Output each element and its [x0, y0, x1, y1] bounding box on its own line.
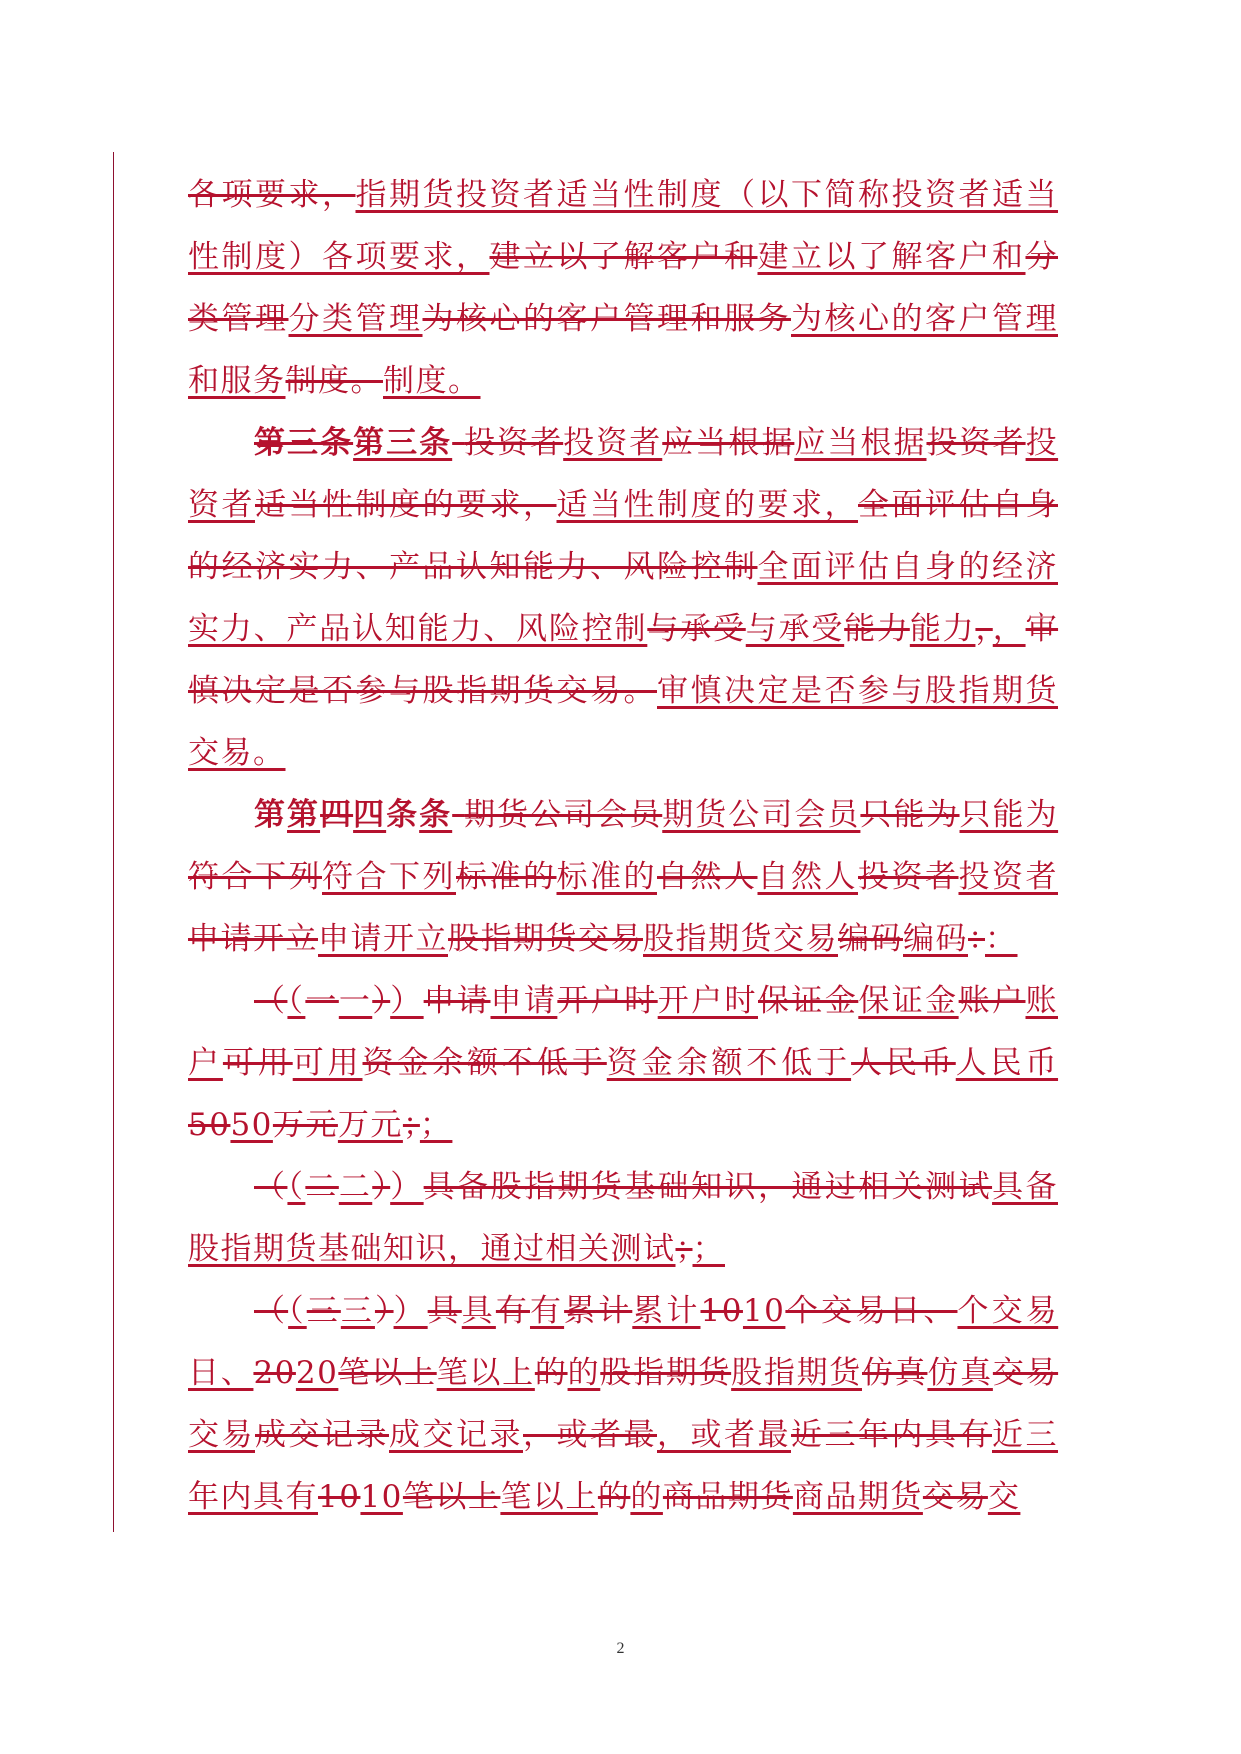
deleted-text: 二 — [305, 1169, 339, 1205]
deleted-text: 的 — [534, 1355, 568, 1391]
deleted-text — [452, 797, 464, 833]
paragraph — [188, 164, 1058, 412]
deleted-text: 申请开立 — [188, 921, 318, 957]
inserted-text: 50 — [230, 1107, 273, 1143]
paragraph — [188, 1156, 1058, 1280]
deleted-text: ，或者最 — [523, 1417, 657, 1453]
inserted-text: ） — [390, 983, 424, 1019]
deleted-text: 人民币 — [851, 1045, 956, 1081]
inserted-text: 申请开立 — [318, 921, 448, 957]
inserted-text: 的 — [630, 1479, 663, 1515]
inserted-text: 制度。 — [383, 363, 481, 399]
inserted-text: 具 — [461, 1293, 496, 1329]
inserted-text: 分类管理 — [288, 301, 423, 337]
inserted-text: 三 — [340, 1293, 375, 1329]
deleted-text: 账户 — [958, 983, 1026, 1019]
inserted-text: 适当性制度的要求， — [556, 487, 858, 523]
deleted-text: 具备股指期货基础知识，通过相关测试 — [423, 1169, 993, 1205]
inserted-text: 笔以上 — [436, 1355, 535, 1391]
deleted-text: 笔以上 — [338, 1355, 437, 1391]
deleted-text: 50 — [188, 1107, 231, 1143]
inserted-text: 个交易日、 — [188, 1293, 1059, 1391]
deleted-text: ； — [402, 1107, 420, 1143]
deleted-text: 保证金 — [758, 983, 859, 1019]
deleted-text: 股指期货交易 — [448, 921, 643, 957]
inserted-text: 建立以了解客户和 — [757, 239, 1026, 275]
inserted-text: 二 — [338, 1169, 373, 1205]
inserted-text: 有 — [529, 1293, 565, 1329]
inserted-text: 四 — [353, 797, 387, 833]
inserted-text: 10 — [742, 1293, 786, 1329]
page-number: 2 — [616, 1640, 625, 1657]
deleted-text: 投资者 — [464, 425, 564, 461]
deleted-text: 建立以了解客户和 — [489, 239, 758, 275]
deleted-text: 仿真 — [862, 1355, 928, 1391]
deleted-text: 投资者 — [926, 425, 1026, 461]
deleted-text: 20 — [253, 1355, 296, 1391]
deleted-text: 适当性制度的要求， — [255, 487, 557, 523]
deleted-text: ） — [374, 1293, 394, 1329]
deleted-text: 自然人 — [657, 859, 758, 895]
inserted-text: 的 — [567, 1355, 601, 1391]
deleted-text: 开户时 — [557, 983, 658, 1019]
deleted-text: 商品期货 — [662, 1479, 793, 1515]
inserted-text: 编码 — [903, 921, 968, 957]
inserted-text: 投资者 — [958, 859, 1058, 895]
inserted-text: （ — [287, 1169, 306, 1205]
deleted-text: 标准的 — [456, 859, 557, 895]
inserted-text: 全面评估自身的经济实力、产品认知能力、风险控制 — [188, 549, 1058, 647]
inserted-text: ， — [992, 611, 1026, 647]
deleted-text: 应当根据 — [662, 425, 795, 461]
deleted-text: 分类管理 — [188, 239, 1058, 337]
inserted-text: （ — [287, 983, 306, 1019]
inserted-text: 审慎决定是否参与股指期货交易。 — [188, 673, 1058, 771]
inserted-text: ） — [393, 1293, 428, 1329]
inserted-text: 人民币 — [955, 1045, 1059, 1081]
deleted-text: 累计 — [564, 1293, 633, 1329]
deleted-text: ） — [372, 1169, 391, 1205]
inserted-text: 一 — [338, 983, 373, 1019]
paragraph — [188, 970, 1058, 1156]
deleted-text: 10 — [318, 1479, 361, 1515]
deleted-text: 笔以上 — [402, 1479, 501, 1515]
deleted-text: 具 — [427, 1293, 462, 1329]
paragraph — [188, 784, 1058, 970]
document-body — [188, 164, 1058, 1528]
deleted-text: 能力 — [844, 611, 910, 647]
deleted-text: 制度。 — [285, 363, 383, 399]
inserted-text: 万元 — [337, 1107, 403, 1143]
deleted-text: （ — [254, 1293, 289, 1329]
deleted-text: 投资者 — [858, 859, 959, 895]
deleted-text: 个交易日、 — [785, 1293, 958, 1329]
inserted-text: 开户时 — [657, 983, 758, 1019]
deleted-text: 全面评估自身的经济实力、产品认知能力、风险控制 — [188, 487, 1058, 585]
deleted-text: 一 — [305, 983, 339, 1019]
deleted-text: 与承受 — [647, 611, 746, 647]
inserted-text: ； — [419, 1107, 453, 1143]
inserted-text: ） — [390, 1169, 424, 1205]
inserted-text: 具备股指期货基础知识，通过相关测试 — [188, 1169, 1058, 1267]
deleted-text: 有 — [495, 1293, 530, 1329]
inserted-text: ： — [985, 921, 1018, 957]
inserted-text: 条 — [419, 797, 453, 833]
deleted-text: 的 — [597, 1479, 631, 1515]
deleted-text: 审慎决定是否参与股指期货交易。 — [188, 611, 1059, 709]
inserted-text: 商品期货 — [792, 1479, 923, 1515]
inserted-text: 保证金 — [858, 983, 959, 1019]
inserted-text: 标准的 — [556, 859, 657, 895]
inserted-text: 能力 — [909, 611, 976, 647]
inserted-text: 与承受 — [745, 611, 845, 647]
inserted-text: 第三条 — [353, 425, 453, 461]
deleted-text: 为核心的客户管理和服务 — [422, 301, 791, 337]
deleted-text: 申请 — [423, 983, 491, 1019]
deleted-text: ； — [675, 1231, 693, 1267]
deleted-text: 各项要求， — [188, 177, 356, 213]
deleted-text: 近三年内具有 — [791, 1417, 992, 1453]
inserted-text: 指期货投资者适当性制度（以下简称投资者适当性制度）各项要求， — [188, 177, 1058, 275]
inserted-text: ，或者最 — [657, 1417, 791, 1453]
deleted-text: 只能为 — [860, 797, 960, 833]
inserted-text: 只能为 — [959, 797, 1059, 833]
inserted-text: ； — [692, 1231, 725, 1267]
inserted-text: 股指期货交易 — [643, 921, 838, 957]
deleted-text: 期货公司会员 — [464, 797, 663, 833]
text-run: 第 — [254, 797, 288, 833]
deleted-text: 可用 — [222, 1045, 293, 1081]
inserted-text: 期货公司会员 — [662, 797, 861, 833]
revision-change-bar — [113, 152, 114, 1532]
inserted-text: 自然人 — [757, 859, 858, 895]
deleted-text: ， — [975, 611, 993, 647]
inserted-text: 账户 — [188, 983, 1058, 1081]
deleted-text: 万元 — [272, 1107, 338, 1143]
inserted-text: 笔以上 — [500, 1479, 598, 1515]
deleted-text: 编码 — [838, 921, 903, 957]
deleted-text: （ — [254, 983, 288, 1019]
deleted-text — [452, 425, 464, 461]
deleted-text: ） — [372, 983, 391, 1019]
inserted-text: 交易 — [188, 1417, 255, 1453]
deleted-text: 三 — [306, 1293, 341, 1329]
inserted-text: 投资者 — [563, 425, 663, 461]
text-run: 条 — [386, 797, 420, 833]
deleted-text: ： — [968, 921, 985, 957]
inserted-text: 股指期货 — [731, 1355, 862, 1391]
deleted-text: 第三条 — [254, 425, 354, 461]
inserted-text: 仿真 — [927, 1355, 993, 1391]
inserted-text: 10 — [360, 1479, 403, 1515]
deleted-text: 四 — [320, 797, 354, 833]
inserted-text: 交 — [987, 1479, 1021, 1515]
deleted-text: （ — [254, 1169, 288, 1205]
paragraph — [188, 1280, 1058, 1528]
deleted-text: 交易 — [992, 1355, 1059, 1391]
inserted-text: 第 — [287, 797, 321, 833]
inserted-text: 符合下列 — [322, 859, 456, 895]
deleted-text: 股指期货 — [600, 1355, 732, 1391]
inserted-text: 近三年内具有 — [188, 1417, 1058, 1515]
inserted-text: 申请 — [490, 983, 558, 1019]
inserted-text: 成交记录 — [389, 1417, 523, 1453]
inserted-text: 应当根据 — [794, 425, 927, 461]
inserted-text: 可用 — [292, 1045, 363, 1081]
inserted-text: 投资者 — [188, 425, 1059, 523]
paragraph — [188, 412, 1058, 784]
inserted-text: 累计 — [632, 1293, 701, 1329]
inserted-text: 资金余额不低于 — [606, 1045, 852, 1081]
deleted-text: 资金余额不低于 — [362, 1045, 607, 1081]
deleted-text: 交易 — [922, 1479, 988, 1515]
inserted-text: 20 — [295, 1355, 339, 1391]
deleted-text: 10 — [700, 1293, 743, 1329]
deleted-text: 成交记录 — [255, 1417, 389, 1453]
inserted-text: 为核心的客户管理和服务 — [188, 301, 1058, 399]
deleted-text: 符合下列 — [188, 859, 322, 895]
inserted-text: （ — [288, 1293, 307, 1329]
